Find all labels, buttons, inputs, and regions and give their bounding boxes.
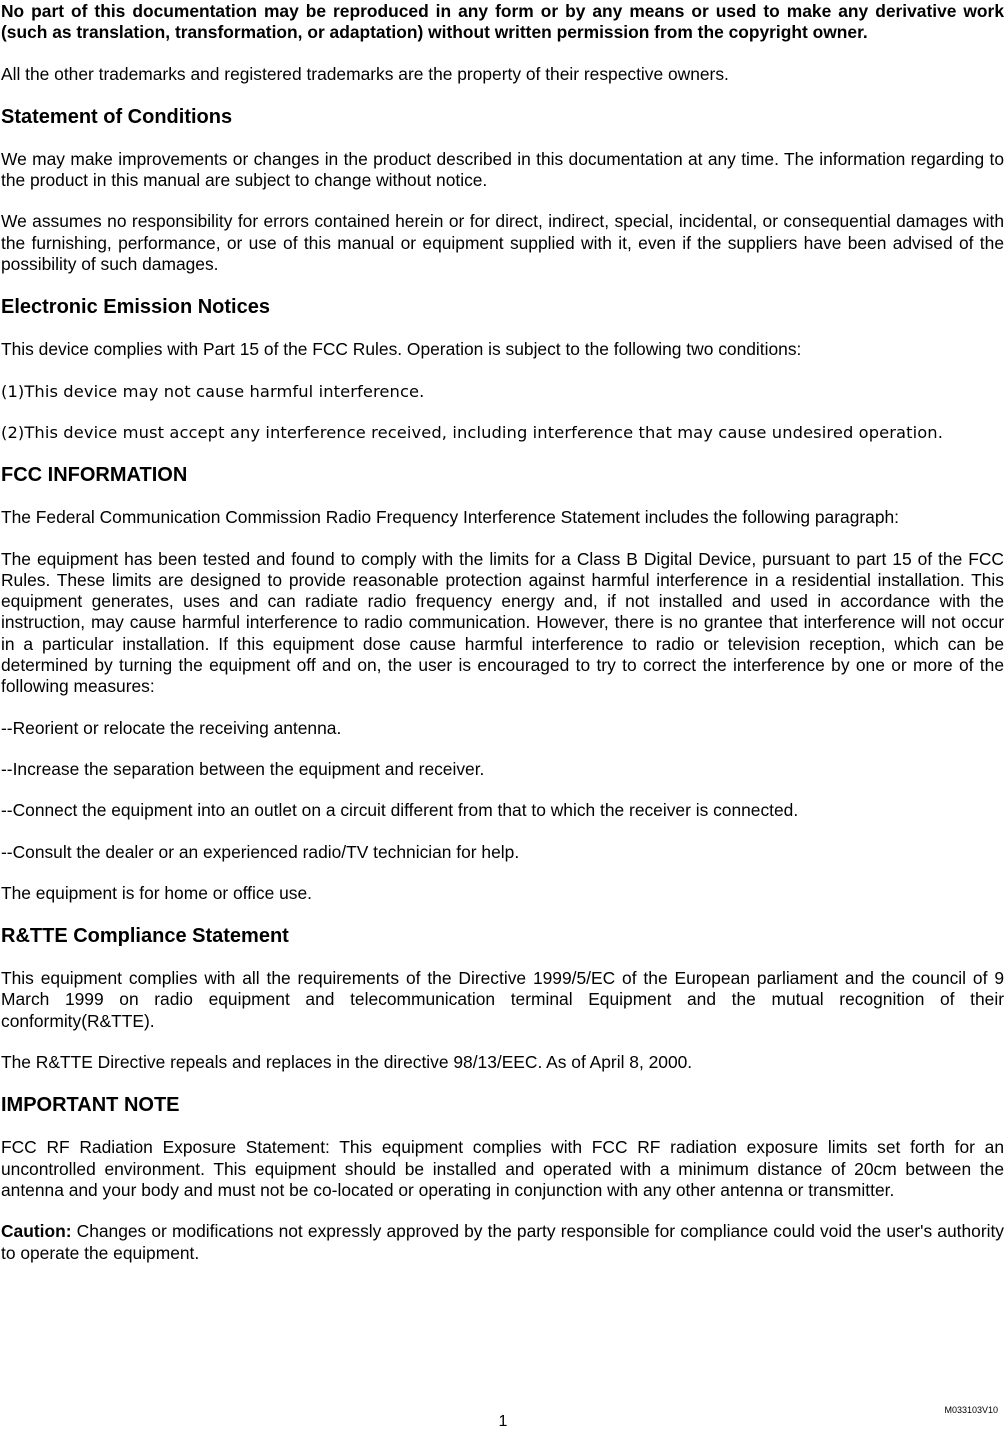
document-code: M033103V10 bbox=[944, 1405, 998, 1415]
emission-condition: (2)This device must accept any interference received, including interference that may cause undesired operation. bbox=[1, 422, 943, 442]
fcc-measure: --Increase the separation between the equipment and receiver. bbox=[1, 758, 485, 779]
electronic-emission-heading: Electronic Emission Notices bbox=[1, 296, 270, 319]
statement-of-conditions-heading: Statement of Conditions bbox=[1, 105, 233, 128]
rtte-heading: R&TTE Compliance Statement bbox=[1, 925, 289, 948]
page-number: 1 bbox=[498, 1413, 508, 1430]
fcc-information-heading: FCC INFORMATION bbox=[1, 464, 188, 487]
conditions-paragraph: We may make improvements or changes in the product described in this documentation at any time. The information regarding to the product in this manual are subject to change without notice. bbox=[1, 148, 1004, 191]
fcc-intro: The Federal Communication Commission Radio Frequency Interference Statement includes the following paragraph: bbox=[1, 507, 900, 528]
caution-text: Changes or modifications not expressly approved by the party responsible for compliance could void the user's authority to operate the equipment. bbox=[1, 1221, 1004, 1263]
fcc-body: The equipment has been tested and found to comply with the limits for a Class B Digital Device, pursuant to part 15 of the FCC Rules. These limits are designed to provide reasonable protection against harmful interference in a residential installation. This equipment generates, uses and can radiate radio frequency energy and, if not installed and used in accordance with the instruction, may cause harmful interference to radio communication. However, there is no grantee that interference will not occur in a particular installation. If this equipment dose cause harmful interference to radio or television reception, which can be determined by turning the equipment off and on, the user is encouraged to try to correct the interference by one or more of the following measures: bbox=[1, 548, 1004, 697]
important-note-heading: IMPORTANT NOTE bbox=[1, 1094, 180, 1117]
caution-label: Caution: bbox=[1, 1221, 72, 1242]
rtte-paragraph: This equipment complies with all the requirements of the Directive 1999/5/EC of the European parliament and the council of 9 March 1999 on radio equipment and telecommunication terminal Equipment and the mutual recognition of their conformity(R&TTE). bbox=[1, 968, 1004, 1031]
liability-paragraph: We assumes no responsibility for errors contained herein or for direct, indirect, special, incidental, or consequential damages with the furnishing, performance, or use of this manual or equipment supplied with it, even if the suppliers have been advised of the possibility of such damages. bbox=[1, 211, 1004, 275]
fcc-use: The equipment is for home or office use. bbox=[1, 882, 312, 903]
document-page bbox=[1, 1, 1004, 1284]
fcc-measure: --Reorient or relocate the receiving antenna. bbox=[1, 717, 342, 738]
caution-paragraph bbox=[1, 1221, 1004, 1264]
fcc-measure: --Connect the equipment into an outlet on a circuit different from that to which the receiver is connected. bbox=[1, 800, 799, 821]
copyright-notice: No part of this documentation may be reproduced in any form or by any means or used to make any derivative work (such as translation, transformation, or adaptation) without written permission from the copyright owner. bbox=[1, 1, 1004, 43]
emission-condition: (1)This device may not cause harmful interference. bbox=[1, 381, 425, 401]
trademarks-notice: All the other trademarks and registered trademarks are the property of their respective owners. bbox=[1, 63, 729, 84]
rf-exposure-statement: FCC RF Radiation Exposure Statement: This equipment complies with FCC RF radiation exposure limits set forth for an uncontrolled environment. This equipment should be installed and operated with a minimum distance of 20cm between the antenna and your body and must not be co-located or operating in conjunction with any other antenna or transmitter. bbox=[1, 1137, 1004, 1200]
fcc-measure: --Consult the dealer or an experienced radio/TV technician for help. bbox=[1, 841, 520, 862]
emission-intro: This device complies with Part 15 of the FCC Rules. Operation is subject to the following two conditions: bbox=[1, 339, 802, 360]
rtte-directive: The R&TTE Directive repeals and replaces in the directive 98/13/EEC. As of April 8, 2000. bbox=[1, 1052, 693, 1073]
